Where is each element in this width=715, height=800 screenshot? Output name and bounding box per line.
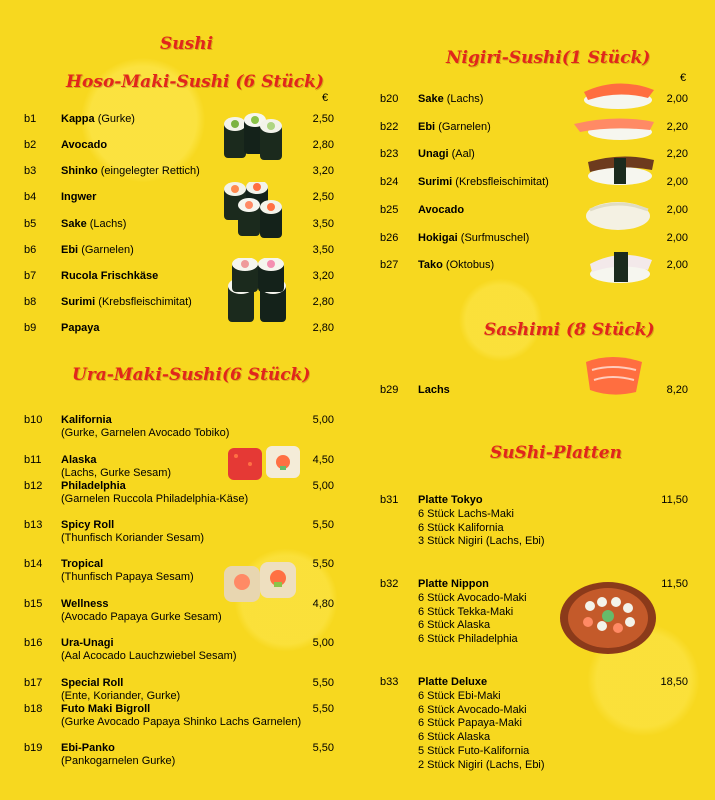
item-name: Kalifornia: [61, 414, 112, 426]
item-name: Spicy Roll: [61, 519, 115, 531]
item-code: b13: [24, 519, 43, 531]
platter-code: b32: [380, 578, 399, 590]
item-price: 2,00: [666, 176, 688, 188]
sashimi-price: 8,20: [666, 384, 688, 396]
item-code: b8: [24, 296, 37, 308]
platter-item: [418, 494, 545, 549]
menu-item: [61, 742, 175, 768]
item-name: Ura-Unagi: [61, 637, 114, 649]
item-code: b17: [24, 677, 43, 689]
item-price: 2,00: [666, 232, 688, 244]
item-name: Tropical: [61, 558, 104, 570]
item-description: (Garnelen): [81, 244, 134, 256]
item-name: Avocado: [61, 139, 108, 151]
item-description: (Pankogarnelen Gurke): [61, 755, 176, 767]
item-code: b16: [24, 637, 43, 649]
item-name: Special Roll: [61, 677, 124, 689]
nigiri-title: Nigiri-Sushi(1 Stück): [446, 48, 651, 68]
item-price: 5,00: [312, 480, 334, 492]
platter-line: 5 Stück Futo-Kalifornia: [418, 744, 530, 757]
item-price: 2,80: [312, 296, 334, 308]
item-price: 4,50: [312, 454, 334, 466]
menu-item: [418, 232, 529, 245]
item-code: b26: [380, 232, 399, 244]
item-name: Ebi: [418, 121, 436, 133]
menu-item: [61, 113, 135, 126]
item-price: 5,50: [312, 703, 334, 715]
item-code: b27: [380, 259, 399, 271]
item-price: 2,50: [312, 113, 334, 125]
platter-name: Platte Tokyo: [418, 494, 483, 506]
platter-line: 2 Stück Nigiri (Lachs, Ebi): [418, 758, 545, 771]
menu-item: [61, 598, 222, 624]
item-name: Shinko: [61, 165, 98, 177]
item-price: 5,50: [312, 519, 334, 531]
platter-line: 6 Stück Papaya-Maki: [418, 717, 522, 730]
platter-line: 6 Stück Alaska: [418, 619, 491, 632]
platter-line: 6 Stück Kalifornia: [418, 521, 504, 534]
item-price: 2,50: [312, 191, 334, 203]
platter-line: 6 Stück Ebi-Maki: [418, 689, 501, 702]
item-description: (Lachs): [446, 93, 484, 105]
item-code: b22: [380, 121, 399, 133]
item-code: b2: [24, 139, 37, 151]
item-price: 5,50: [312, 558, 334, 570]
item-description: (Oktobus): [445, 259, 495, 271]
item-name: Ingwer: [61, 191, 97, 203]
platter-item: [418, 676, 545, 773]
platter-line: 6 Stück Lachs-Maki: [418, 507, 514, 520]
menu-item: [61, 558, 194, 584]
item-price: 2,80: [312, 322, 334, 334]
platter-line: 6 Stück Avocado-Maki: [418, 703, 527, 716]
item-code: b11: [24, 454, 42, 466]
item-description: (Thunfisch Papaya Sesam): [61, 571, 194, 583]
item-price: 5,00: [312, 414, 334, 426]
ura-maki-sesame-image: [222, 560, 300, 606]
menu-item: [61, 244, 134, 257]
menu-item: [61, 454, 171, 480]
item-price: 2,80: [312, 139, 334, 151]
menu-item: [418, 259, 494, 272]
platter-name: Platte Nippon: [418, 578, 489, 590]
menu-item: [418, 176, 549, 189]
item-description: (Gurke, Garnelen Avocado Tobiko): [61, 427, 230, 439]
sushi-title: Sushi: [160, 34, 214, 54]
item-name: Rucola Frischkäse: [61, 270, 159, 282]
platten-title: SuShi-Platten: [490, 443, 622, 463]
item-code: b10: [24, 414, 43, 426]
item-description: (Lachs): [89, 218, 127, 230]
item-name: Tako: [418, 259, 443, 271]
menu-item: [61, 139, 107, 152]
item-name: Wellness: [61, 598, 109, 610]
item-description: (Garnelen Ruccola Philadelphia-Käse): [61, 493, 249, 505]
item-price: 5,00: [312, 637, 334, 649]
menu-item: [61, 519, 204, 545]
item-name: Philadelphia: [61, 480, 126, 492]
item-name: Ebi: [61, 244, 79, 256]
item-name: Sake: [61, 218, 87, 230]
nigiri-avocado-image: [580, 196, 656, 232]
item-name: Papaya: [61, 322, 100, 334]
item-code: b1: [24, 113, 37, 125]
sashimi-salmon-image: [582, 352, 646, 398]
item-code: b14: [24, 558, 43, 570]
item-description: (Ente, Koriander, Gurke): [61, 690, 181, 702]
item-description: (Lachs, Gurke Sesam): [61, 467, 172, 479]
menu-item: [61, 480, 248, 506]
menu-item: [61, 218, 126, 231]
platter-price: 11,50: [661, 494, 688, 506]
item-code: b9: [24, 322, 37, 334]
item-description: (Krebsfleischimitat): [455, 176, 549, 188]
item-code: b7: [24, 270, 37, 282]
menu-item: [61, 191, 96, 204]
item-price: 2,20: [666, 148, 688, 160]
nigiri-tako-image: [584, 244, 656, 286]
platter-line: 6 Stück Philadelphia: [418, 633, 518, 646]
platter-item: [418, 578, 527, 647]
item-price: 2,00: [666, 93, 688, 105]
item-description: (Surfmuschel): [460, 232, 530, 244]
item-code: b15: [24, 598, 43, 610]
item-code: b3: [24, 165, 37, 177]
item-name: Unagi: [418, 148, 449, 160]
maki-surimi-image: [224, 258, 292, 326]
menu-item: [418, 121, 491, 134]
menu-item: [61, 296, 192, 309]
item-code: b18: [24, 703, 43, 715]
menu-item: [61, 414, 229, 440]
item-description: (Krebsfleischimitat): [98, 296, 192, 308]
item-code: b6: [24, 244, 37, 256]
item-code: b5: [24, 218, 37, 230]
item-price: 2,20: [666, 121, 688, 133]
item-description: (Garnelen): [438, 121, 491, 133]
item-description: (eingelegter Rettich): [100, 165, 200, 177]
currency-symbol: €: [322, 92, 329, 104]
item-price: 3,20: [312, 165, 334, 177]
item-code: b4: [24, 191, 37, 203]
item-name: Hokigai: [418, 232, 458, 244]
item-code: b19: [24, 742, 43, 754]
menu-item: [61, 703, 301, 729]
item-price: 2,00: [666, 204, 688, 216]
item-name: Surimi: [418, 176, 453, 188]
item-price: 3,50: [312, 244, 334, 256]
item-name: Alaska: [61, 454, 97, 466]
sushi-platter-image: [558, 580, 658, 656]
nigiri-salmon-image: [578, 76, 658, 110]
item-code: b24: [380, 176, 399, 188]
item-price: 2,00: [666, 259, 688, 271]
menu-item: [61, 677, 180, 703]
platter-price: 11,50: [661, 578, 688, 590]
menu-item: [61, 637, 236, 663]
item-description: (Gurke Avocado Papaya Shinko Lachs Garnelen): [61, 716, 302, 728]
platter-name: Platte Deluxe: [418, 676, 488, 688]
item-description: (Gurke): [97, 113, 135, 125]
ura-maki-tobiko-image: [226, 444, 304, 482]
item-description: (Aal Acocado Lauchzwiebel Sesam): [61, 650, 237, 662]
item-description: (Thunfisch Koriander Sesam): [61, 532, 205, 544]
item-code: b12: [24, 480, 43, 492]
item-name: Sake: [418, 93, 444, 105]
platter-price: 18,50: [660, 676, 688, 688]
item-code: b23: [380, 148, 399, 160]
menu-item: [418, 93, 483, 106]
item-name: Avocado: [418, 204, 465, 216]
platter-code: b33: [380, 676, 399, 688]
item-price: 5,50: [312, 677, 334, 689]
menu-item: [61, 322, 100, 335]
menu-item: [418, 204, 464, 217]
nigiri-unagi-image: [582, 148, 658, 186]
item-description: (Aal): [451, 148, 475, 160]
maki-roll-image: [222, 112, 284, 162]
item-description: (Avocado Papaya Gurke Sesam): [61, 611, 222, 623]
sashimi-name: Lachs: [418, 384, 450, 396]
item-name: Surimi: [61, 296, 96, 308]
item-price: 5,50: [312, 742, 334, 754]
ura-maki-title: Ura-Maki-Sushi(6 Stück): [72, 365, 311, 385]
item-name: Ebi-Panko: [61, 742, 115, 754]
sashimi-code: b29: [380, 384, 399, 396]
platter-line: 6 Stück Tekka-Maki: [418, 605, 514, 618]
item-name: Futo Maki Bigroll: [61, 703, 151, 715]
menu-item: [61, 165, 200, 178]
maki-salmon-image: [222, 182, 284, 240]
platter-line: 6 Stück Avocado-Maki: [418, 591, 527, 604]
nigiri-ebi-image: [572, 112, 658, 142]
item-name: Kappa: [61, 113, 95, 125]
sashimi-title: Sashimi (8 Stück): [484, 320, 655, 340]
hoso-maki-title: Hoso-Maki-Sushi (6 Stück): [66, 72, 324, 92]
currency-symbol: €: [680, 72, 687, 84]
menu-item: [61, 270, 158, 283]
menu-item: [418, 148, 475, 161]
platter-line: 3 Stück Nigiri (Lachs, Ebi): [418, 535, 545, 548]
item-price: 3,20: [312, 270, 334, 282]
item-code: b20: [380, 93, 399, 105]
item-price: 3,50: [312, 218, 334, 230]
platter-line: 6 Stück Alaska: [418, 731, 491, 744]
item-price: 4,80: [312, 598, 334, 610]
item-code: b25: [380, 204, 399, 216]
platter-code: b31: [380, 494, 399, 506]
